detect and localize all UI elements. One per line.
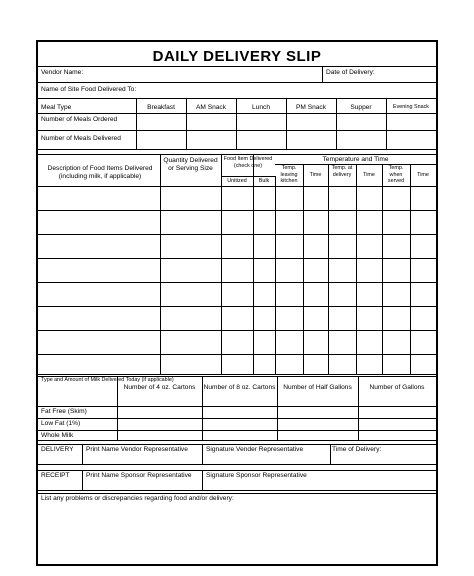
- food-item-cell[interactable]: [329, 259, 356, 282]
- divider: [221, 176, 275, 177]
- delivery-signature-label[interactable]: Signature Vender Representative: [206, 446, 304, 453]
- food-item-cell[interactable]: [254, 235, 275, 258]
- meal-header-0: Breakfast: [147, 104, 175, 111]
- meal-type-label: Meal Type: [41, 104, 72, 111]
- food-item-cell[interactable]: [276, 283, 303, 306]
- receipt-signature-label[interactable]: Signature Sponsor Representative: [206, 472, 307, 479]
- food-item-cell[interactable]: [329, 307, 356, 330]
- milk-count-cell[interactable]: [359, 407, 436, 418]
- food-item-cell[interactable]: [161, 259, 221, 282]
- divider: [330, 444, 331, 464]
- milk-col-divider: [117, 376, 118, 440]
- food-item-cell[interactable]: [357, 355, 382, 374]
- meals-ordered-cell[interactable]: [137, 114, 186, 129]
- food-item-cell[interactable]: [276, 355, 303, 374]
- food-item-cell[interactable]: [254, 211, 275, 234]
- temperature-time-header: Temperature and Time: [322, 156, 389, 163]
- time-1-header: Time: [309, 172, 322, 178]
- food-item-cell[interactable]: [329, 187, 356, 210]
- food-item-cell[interactable]: [411, 211, 436, 234]
- food-item-cell[interactable]: [304, 307, 328, 330]
- milk-count-cell[interactable]: [203, 407, 277, 418]
- vendor-name-label: Vendor Name:: [41, 69, 84, 76]
- food-item-cell[interactable]: [39, 331, 160, 354]
- food-item-cell[interactable]: [39, 259, 160, 282]
- meals-delivered-cell[interactable]: [287, 131, 336, 148]
- food-item-cell[interactable]: [222, 187, 253, 210]
- food-item-cell[interactable]: [304, 211, 328, 234]
- food-item-cell[interactable]: [357, 283, 382, 306]
- milk-half-gallons-header: Number of Half Gallons: [283, 384, 352, 391]
- problems-field[interactable]: [38, 504, 436, 566]
- food-item-cell[interactable]: [161, 283, 221, 306]
- divider: [38, 98, 436, 99]
- milk-col-divider: [277, 376, 278, 440]
- meals-ordered-cell[interactable]: [187, 114, 236, 129]
- food-item-cell[interactable]: [161, 331, 221, 354]
- food-item-cell[interactable]: [383, 211, 410, 234]
- milk-count-cell[interactable]: [278, 407, 358, 418]
- milk-gallons-header: Number of Gallons: [369, 384, 425, 391]
- milk-row-divider: [38, 440, 436, 441]
- time-3-header: Time: [417, 172, 429, 178]
- food-item-cell[interactable]: [39, 307, 160, 330]
- time-2-header: Time: [363, 172, 375, 178]
- milk-count-cell[interactable]: [203, 431, 277, 440]
- milk-row-label-2: Whole Milk: [41, 432, 74, 439]
- food-item-cell[interactable]: [357, 235, 382, 258]
- food-item-cell[interactable]: [411, 355, 436, 374]
- temp-served-header: Temp. when served: [387, 165, 405, 185]
- meal-header-5: Evening Snack: [393, 104, 429, 110]
- meals-ordered-cell[interactable]: [237, 114, 286, 129]
- food-item-cell[interactable]: [39, 211, 160, 234]
- food-item-cell[interactable]: [39, 355, 160, 374]
- food-item-cell[interactable]: [383, 259, 410, 282]
- site-name-label: Name of Site Food Delivered To:: [41, 86, 137, 93]
- food-item-cell[interactable]: [411, 259, 436, 282]
- milk-count-cell[interactable]: [118, 419, 202, 430]
- food-item-cell[interactable]: [222, 355, 253, 374]
- food-item-cell[interactable]: [383, 235, 410, 258]
- divider: [82, 470, 83, 490]
- milk-col-divider: [358, 376, 359, 440]
- meals-ordered-cell[interactable]: [387, 114, 436, 129]
- divider: [38, 149, 436, 150]
- food-item-cell[interactable]: [304, 235, 328, 258]
- milk-4oz-header: Number of 4 oz. Cartons: [123, 384, 196, 391]
- divider: [38, 490, 436, 491]
- food-item-cell[interactable]: [276, 235, 303, 258]
- description-header: Description of Food Items Delivered (including milk, if applicable): [47, 165, 153, 180]
- milk-count-cell[interactable]: [118, 407, 202, 418]
- milk-col-divider: [202, 376, 203, 440]
- receipt-label: RECEIPT: [41, 472, 70, 479]
- meal-header-1: AM Snack: [195, 104, 227, 111]
- food-item-cell[interactable]: [161, 211, 221, 234]
- delivery-label: DELIVERY: [41, 446, 74, 453]
- food-item-cell[interactable]: [222, 259, 253, 282]
- delivery-print-name-label[interactable]: Print Name Vendor Representative: [86, 446, 188, 453]
- meals-delivered-cell[interactable]: [387, 131, 436, 148]
- food-item-cell[interactable]: [161, 307, 221, 330]
- food-item-cell[interactable]: [383, 307, 410, 330]
- receipt-top: [38, 470, 436, 471]
- temp-delivery-header: Temp. at delivery: [331, 165, 353, 178]
- divider: [38, 464, 436, 465]
- meal-header-3: PM Snack: [295, 104, 327, 111]
- food-item-cell[interactable]: [254, 259, 275, 282]
- food-item-cell[interactable]: [383, 187, 410, 210]
- milk-row-label-0: Fat Free (Skim): [41, 408, 87, 415]
- meal-header-2: Lunch: [252, 104, 270, 111]
- food-item-cell[interactable]: [161, 235, 221, 258]
- food-item-cell[interactable]: [411, 283, 436, 306]
- food-item-cell[interactable]: [254, 187, 275, 210]
- food-item-cell[interactable]: [254, 355, 275, 374]
- food-item-cell[interactable]: [357, 211, 382, 234]
- meals-delivered-cell[interactable]: [137, 131, 186, 148]
- food-item-cell[interactable]: [222, 307, 253, 330]
- food-item-cell[interactable]: [329, 211, 356, 234]
- food-item-cell[interactable]: [276, 307, 303, 330]
- food-item-cell[interactable]: [276, 211, 303, 234]
- meal-header-4: Supper: [350, 104, 372, 111]
- food-row-divider: [38, 374, 436, 375]
- food-item-cell[interactable]: [276, 187, 303, 210]
- meals-delivered-cell[interactable]: [337, 131, 386, 148]
- food-item-cell[interactable]: [329, 283, 356, 306]
- meals-ordered-label: Number of Meals Ordered: [41, 116, 118, 123]
- food-item-cell[interactable]: [304, 283, 328, 306]
- food-item-cell[interactable]: [357, 307, 382, 330]
- date-of-delivery-label: Date of Delivery:: [326, 69, 375, 76]
- food-item-cell[interactable]: [39, 187, 160, 210]
- time-of-delivery-label[interactable]: Time of Delivery:: [332, 446, 382, 453]
- bulk-header: Bulk: [258, 178, 270, 184]
- milk-type-amount-label: Type and Amount of Milk Delivered Today (if applicable): [41, 377, 174, 383]
- food-item-cell[interactable]: [222, 283, 253, 306]
- milk-8oz-header: Number of 8 oz. Cartons: [203, 384, 276, 391]
- food-item-cell[interactable]: [276, 259, 303, 282]
- food-item-cell[interactable]: [254, 307, 275, 330]
- milk-count-cell[interactable]: [118, 431, 202, 440]
- food-item-cell[interactable]: [161, 187, 221, 210]
- unitized-header: Unitized: [227, 178, 247, 184]
- divider: [82, 444, 83, 464]
- meals-delivered-label: Number of Meals Delivered: [41, 135, 121, 142]
- problems-top: [38, 493, 436, 494]
- form-title: DAILY DELIVERY SLIP: [152, 48, 322, 65]
- food-item-cell[interactable]: [329, 355, 356, 374]
- divider: [202, 470, 203, 490]
- food-item-cell[interactable]: [254, 331, 275, 354]
- food-item-cell[interactable]: [254, 283, 275, 306]
- receipt-print-name-label[interactable]: Print Name Sponsor Representative: [86, 472, 192, 479]
- food-item-cell[interactable]: [304, 355, 328, 374]
- milk-count-cell[interactable]: [203, 419, 277, 430]
- meals-delivered-cell[interactable]: [187, 131, 236, 148]
- milk-count-cell[interactable]: [278, 431, 358, 440]
- meals-ordered-cell[interactable]: [287, 114, 336, 129]
- food-item-cell[interactable]: [161, 355, 221, 374]
- milk-count-cell[interactable]: [359, 419, 436, 430]
- food-item-delivered-header: Food Item Delivered (check one): [223, 156, 273, 169]
- food-item-cell[interactable]: [411, 331, 436, 354]
- food-item-cell[interactable]: [411, 307, 436, 330]
- food-item-cell[interactable]: [383, 355, 410, 374]
- food-item-cell[interactable]: [222, 211, 253, 234]
- food-item-cell[interactable]: [357, 331, 382, 354]
- food-item-cell[interactable]: [329, 235, 356, 258]
- vendor-date-divider: [322, 66, 323, 82]
- milk-count-cell[interactable]: [278, 419, 358, 430]
- food-item-cell[interactable]: [383, 283, 410, 306]
- temp-leaving-header: Temp. leaving kitchen: [280, 165, 298, 185]
- food-item-cell[interactable]: [276, 331, 303, 354]
- meals-delivered-cell[interactable]: [237, 131, 286, 148]
- food-item-cell[interactable]: [357, 259, 382, 282]
- delivery-top: [38, 444, 436, 445]
- food-table-top: [38, 154, 436, 155]
- food-item-cell[interactable]: [39, 235, 160, 258]
- food-item-cell[interactable]: [304, 331, 328, 354]
- food-item-cell[interactable]: [304, 259, 328, 282]
- meals-ordered-cell[interactable]: [337, 114, 386, 129]
- food-item-cell[interactable]: [383, 331, 410, 354]
- food-item-cell[interactable]: [411, 235, 436, 258]
- food-item-cell[interactable]: [39, 283, 160, 306]
- delivery-slip-form: [36, 40, 438, 566]
- food-item-cell[interactable]: [222, 235, 253, 258]
- food-item-cell[interactable]: [304, 187, 328, 210]
- milk-count-cell[interactable]: [359, 431, 436, 440]
- food-item-cell[interactable]: [411, 187, 436, 210]
- divider: [202, 444, 203, 464]
- milk-row-label-1: Low Fat (1%): [41, 420, 81, 427]
- food-item-cell[interactable]: [329, 331, 356, 354]
- problems-label: List any problems or discrepancies regarding food and/or delivery:: [41, 495, 234, 502]
- quantity-header: Quantity Delivered or Serving Size: [163, 157, 218, 172]
- food-item-cell[interactable]: [222, 331, 253, 354]
- food-item-cell[interactable]: [357, 187, 382, 210]
